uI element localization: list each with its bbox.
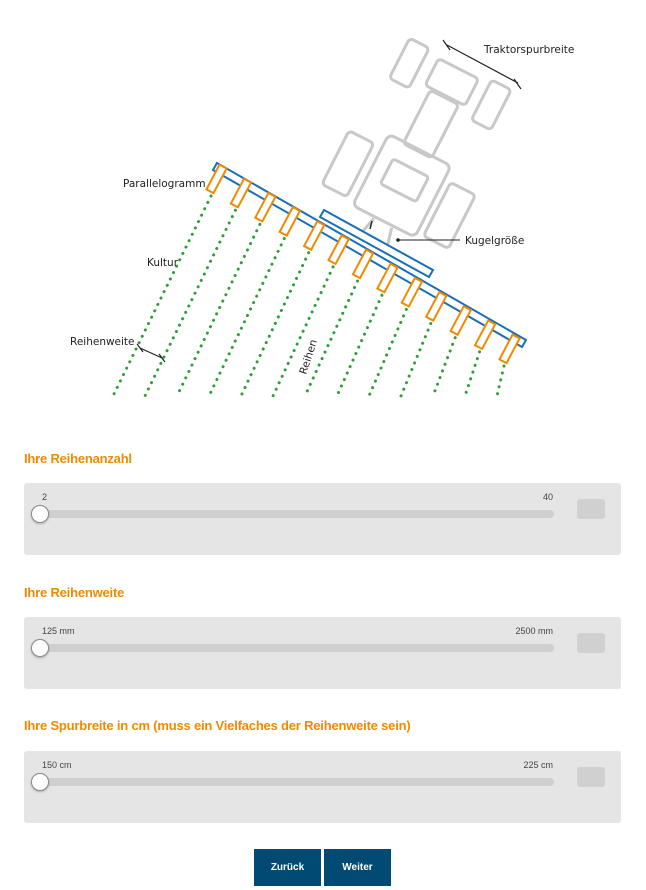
row-width-min-label: 125 mm: [42, 626, 75, 636]
next-button[interactable]: Weiter: [324, 849, 391, 886]
row-width-dimension: [137, 344, 165, 362]
row-count-slider-track[interactable]: [40, 510, 554, 518]
label-parallelogramm: Parallelogramm: [123, 178, 206, 190]
row-width-max-label: 2500 mm: [515, 626, 553, 636]
back-button[interactable]: Zurück: [254, 849, 321, 886]
parallelogram-tool: [426, 292, 446, 320]
parallelogram-tool: [206, 165, 226, 193]
plant-row: [497, 366, 504, 396]
parallelogram-tool: [451, 306, 471, 334]
label-traktorspurbreite: Traktorspurbreite: [484, 44, 575, 56]
track-width-value-box[interactable]: [577, 767, 605, 787]
label-kugelgroesse: Kugelgröße: [465, 235, 525, 247]
plant-row: [177, 224, 260, 396]
track-width-max-label: 225 cm: [523, 760, 553, 770]
plant-row: [241, 253, 309, 396]
plant-row: [401, 324, 431, 397]
track-width-slider-thumb[interactable]: [31, 773, 49, 791]
label-kultur: Kultur: [147, 257, 179, 269]
row-count-max-label: 40: [542, 492, 553, 502]
row-width-value-box[interactable]: [577, 633, 605, 653]
parallelogram-tool: [475, 320, 495, 348]
plant-row: [433, 338, 455, 396]
row-count-min-label: 2: [42, 492, 48, 502]
plant-row: [273, 267, 333, 396]
label-reihenweite: Reihenweite: [70, 336, 135, 348]
plant-row: [305, 281, 358, 396]
parallelogram-tool: [304, 221, 324, 249]
parallelogram-tool: [255, 193, 275, 221]
plant-row: [113, 196, 211, 396]
row-width-slider-track[interactable]: [40, 644, 554, 652]
parallelogram-tool: [329, 235, 349, 263]
track-width-slider-panel: [24, 751, 621, 823]
row-count-slider-thumb[interactable]: [31, 505, 49, 523]
plant-row: [465, 352, 480, 396]
parallelogram-tool: [377, 264, 397, 292]
track-width-slider-track[interactable]: [40, 778, 554, 786]
section-title-row-count: Ihre Reihenanzahl: [24, 451, 132, 466]
label-reihen: Reihen: [297, 337, 320, 376]
track-width-min-label: 150 cm: [42, 760, 72, 770]
section-title-track-width: Ihre Spurbreite in cm (muss ein Vielfaches der Reihenweite sein): [24, 718, 411, 733]
row-count-value-box[interactable]: [577, 499, 605, 519]
row-count-slider-panel: [24, 483, 621, 555]
diagram-svg: [0, 0, 646, 420]
row-width-slider-thumb[interactable]: [31, 639, 49, 657]
plant-row: [209, 239, 284, 397]
ball-size-pointer: [370, 221, 460, 242]
section-title-row-width: Ihre Reihenweite: [24, 585, 125, 600]
parallelogram-tool: [499, 335, 519, 363]
row-width-slider-panel: [24, 617, 621, 689]
plant-row: [369, 309, 406, 396]
parallelogram-tool: [280, 207, 300, 235]
parallelogram-tool: [353, 250, 373, 278]
parallelogram-tool: [402, 278, 422, 306]
row-width-diagram: [0, 0, 646, 420]
